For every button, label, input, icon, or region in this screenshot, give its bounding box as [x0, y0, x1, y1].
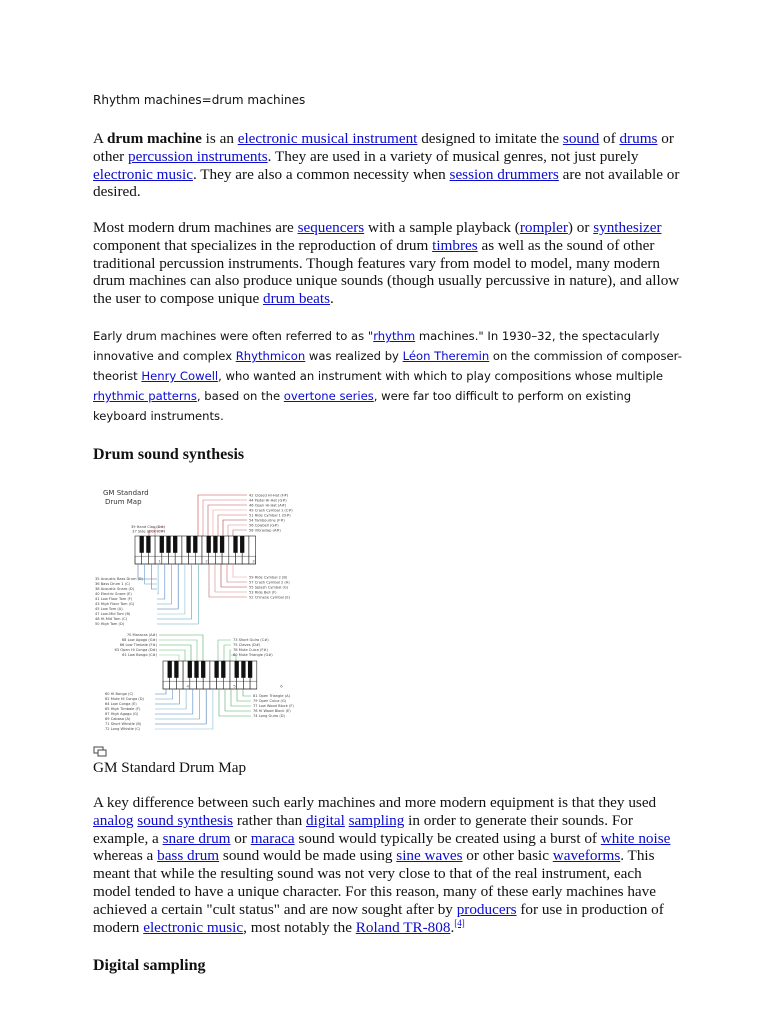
- drum-map-label: 51 Ride Cymbal 1 (D#): [249, 513, 291, 518]
- connector-line: [155, 689, 179, 704]
- difference-paragraph: A key difference between such early machines and more modern equipment is that they used analog sound synthesis rather than digital sampling in order to generate their sounds. For example, a snare drum or maraca sound would typically be created using a burst of white noise whereas a bass drum sound would be made using sine waves or other basic waveforms. This meant that while the resulting sound was not very close to that of the real instrument, each model tended to have a unique character. For this reason, many of these early machines have achieved a certain "cult status" and are now sought after by producers for use in production of modern electronic music, most notably the Roland TR-808.[4]: [93, 794, 671, 936]
- link-sound-synthesis[interactable]: sound synthesis: [137, 811, 234, 829]
- drum-map-label: 48 Hi-Mid Tom (C): [95, 617, 127, 621]
- link-roland-tr-808[interactable]: Roland TR-808: [355, 918, 451, 936]
- link-producers[interactable]: producers: [456, 900, 517, 918]
- modern-paragraph: Most modern drum machines are sequencers with a sample playback (rompler) or synthesizer component that specializes in the reproduction of drum timbres as well as the sound of other traditional percussion instruments. Though features vary from model to model, many modern drum machines can also produce unique sounds (though usually percussive in nature), and allow the user to compose unique drum beats.: [93, 219, 680, 308]
- upper-keyboard-black-key: [166, 536, 170, 553]
- link-rhythmicon[interactable]: Rhythmicon: [235, 349, 306, 363]
- lower-keyboard-black-key: [174, 661, 178, 678]
- lower-keyboard-octave-mark: 4: [186, 683, 189, 689]
- connector-line: [221, 564, 247, 587]
- link-snare-drum[interactable]: snare drum: [162, 829, 231, 847]
- upper-keyboard-octave-mark: 1: [158, 558, 161, 564]
- lower-keyboard-octave-mark: 5: [233, 683, 236, 689]
- connector-line: [155, 689, 193, 714]
- link-sequencers[interactable]: sequencers: [297, 219, 365, 236]
- drum-map-label: 41 Low Floor Tom (F): [95, 597, 133, 601]
- drum-map-label: 42 Closed Hi-Hat (F#): [249, 493, 289, 498]
- lower-keyboard-octave-mark: 6: [280, 683, 283, 689]
- drum-map-label: 74 Long Guiro (D): [253, 714, 285, 718]
- heading-drum-sound-synthesis: Drum sound synthesis: [93, 446, 245, 463]
- lower-keyboard-black-key: [188, 661, 192, 678]
- connector-line: [243, 689, 251, 696]
- lower-keyboard-black-key: [221, 661, 225, 678]
- lower-keyboard-black-key: [168, 661, 172, 678]
- upper-keyboard-black-key: [146, 536, 150, 553]
- drum-map-label: 45 Low Tom (A): [95, 607, 123, 611]
- connector-line: [145, 564, 157, 584]
- page-kicker: Rhythm machines=drum machines: [93, 93, 306, 107]
- link-henry-cowell[interactable]: Henry Cowell: [141, 369, 219, 383]
- drum-map-label: 75 Claves (D#): [233, 643, 261, 647]
- connector-line: [215, 564, 247, 592]
- drum-map-label: 60 Hi Bongo (C): [105, 692, 134, 696]
- connector-line: [230, 650, 231, 661]
- drum-map-label: 77 Low Wood Block (F): [253, 704, 294, 708]
- figure-caption: GM Standard Drum Map: [93, 759, 247, 776]
- link-maraca[interactable]: maraca: [250, 829, 295, 847]
- link-overtone-series[interactable]: overtone series: [283, 389, 374, 403]
- link-sine-waves[interactable]: sine waves: [396, 847, 463, 865]
- drum-map-label: 64 Low Conga (E): [105, 702, 137, 706]
- drum-map-label: 53 Ride Bell (F): [249, 590, 277, 595]
- lower-keyboard-black-key: [235, 661, 239, 678]
- link-rompler[interactable]: rompler: [519, 219, 568, 236]
- link-electronic-music-2[interactable]: electronic music: [143, 918, 244, 936]
- lower-keyboard-black-key: [201, 661, 205, 678]
- figure-title-line2: Drum Map: [105, 498, 142, 506]
- upper-keyboard-black-key: [233, 536, 237, 553]
- figure-title-line1: GM Standard: [103, 489, 149, 497]
- connector-line: [159, 645, 191, 661]
- connector-line: [225, 689, 251, 711]
- lower-keyboard-black-key: [241, 661, 245, 678]
- connector-line: [237, 689, 251, 701]
- drum-map-label: 67 High Agogo (G): [105, 712, 139, 716]
- connector-line: [218, 640, 231, 661]
- drum-map-label: 69 Cabasa (A): [105, 717, 131, 721]
- link-electronic-musical-instrument[interactable]: electronic musical instrument: [237, 130, 418, 147]
- drum-map-label: 47 Low-Mid Tom (B): [95, 612, 131, 616]
- link-drums[interactable]: drums: [619, 130, 658, 147]
- connector-line: [231, 689, 251, 706]
- link-sound[interactable]: sound: [562, 130, 600, 147]
- link-sampling[interactable]: sampling: [348, 811, 405, 829]
- connector-line: [157, 564, 185, 614]
- link-timbres[interactable]: timbres: [432, 236, 478, 254]
- citation-4[interactable]: [4]: [454, 917, 465, 928]
- connector-line: [157, 564, 192, 619]
- intro-paragraph: A drum machine is an electronic musical instrument designed to imitate the sound of drums or other percussion instruments. They are used in a variety of musical genres, not just purely electronic music. They are also a common necessity when session drummers are not available or desired.: [93, 130, 680, 201]
- connector-line: [157, 564, 158, 594]
- link-rhythmic-patterns[interactable]: rhythmic patterns: [93, 389, 197, 403]
- connector-line: [155, 689, 166, 694]
- lower-keyboard-black-key: [194, 661, 198, 678]
- link-electronic-music[interactable]: electronic music: [93, 165, 193, 183]
- upper-keyboard-black-key: [207, 536, 211, 553]
- link-white-noise[interactable]: white noise: [600, 829, 671, 847]
- connector-line: [233, 530, 247, 536]
- connector-line: [151, 564, 157, 589]
- connector-line: [159, 655, 179, 661]
- heading-digital-sampling: Digital sampling: [93, 957, 206, 974]
- drum-map-label: 35 Acoustic Bass Drum (B): [95, 577, 143, 581]
- drum-map-label: 52 Chinese Cymbal (E): [249, 595, 291, 600]
- connector-line: [219, 689, 251, 716]
- drum-map-label: 55 Splash Cymbal (G): [249, 585, 289, 590]
- link-synthesizer[interactable]: synthesizer: [593, 219, 662, 236]
- connector-line: [203, 500, 247, 536]
- drum-map-label: 46 Open Hi-Hat (A#): [249, 503, 287, 508]
- connector-line: [157, 564, 198, 624]
- upper-keyboard-black-key: [213, 536, 217, 553]
- upper-keyboard-black-key: [160, 536, 164, 553]
- link-rhythm[interactable]: rhythm: [373, 329, 416, 343]
- link-percussion-instruments[interactable]: percussion instruments: [128, 147, 268, 165]
- connector-line: [157, 564, 172, 604]
- drum-map-label: 66 Low Timbale (F#): [119, 643, 157, 647]
- drum-map-label: 65 High Timbale (F): [105, 707, 141, 711]
- upper-keyboard-octave-mark: 2: [205, 558, 208, 564]
- connector-line: [223, 520, 247, 536]
- upper-keyboard-octave-mark: 3: [252, 558, 255, 564]
- drum-map-label: 81 Open Triangle (A): [253, 694, 290, 698]
- drum-map-label: 37 Side Stick (C#): [132, 529, 165, 534]
- upper-keyboard-black-key: [173, 536, 177, 553]
- drum-map-label: 63 Open Hi Conga (D#): [114, 648, 157, 652]
- drum-map-label: 70 Maracas (A#): [126, 633, 157, 637]
- drum-map-label: 57 Crash Cymbal 2 (A): [249, 580, 290, 585]
- gm-drum-map-figure[interactable]: [93, 483, 318, 738]
- drum-map-label: 71 Short Whistle (B): [105, 722, 142, 726]
- drum-map-label: 38 Acoustic Snare (D): [95, 587, 135, 591]
- drum-map-label: 58 Vibraslap (A#): [249, 528, 281, 533]
- link-session-drummers[interactable]: session drummers: [449, 165, 559, 183]
- connector-line: [208, 505, 247, 536]
- lower-keyboard-black-key: [214, 661, 218, 678]
- drum-map-label: 72 Long Whistle (C): [105, 727, 141, 731]
- drum-map-label: 54 Tambourine (F#): [249, 518, 285, 523]
- drum-map-label: 59 Ride Cymbal 2 (B): [249, 575, 288, 580]
- term-drum-machine: drum machine: [106, 130, 202, 147]
- upper-keyboard-black-key: [220, 536, 224, 553]
- drum-map-label: 39 Hand Clap (D#): [130, 525, 165, 529]
- drum-map-label: 61 Low Bongo (C#): [122, 653, 157, 657]
- drum-map-label: 40 Electric Snare (E): [95, 592, 132, 596]
- drum-map-label: 73 Short Guiro (C#): [233, 638, 269, 642]
- connector-line: [157, 564, 178, 609]
- drum-map-label: 56 Cowbell (G#): [249, 523, 279, 528]
- drum-map-label: 49 Crash Cymbal 1 (C#): [249, 508, 293, 513]
- connector-line: [218, 515, 247, 536]
- drum-map-label: 68 Low Agogo (G#): [121, 638, 157, 642]
- link-drum-beats[interactable]: drum beats: [262, 290, 331, 308]
- link-analog[interactable]: analog: [93, 811, 134, 829]
- early-machines-paragraph: Early drum machines were often referred to as "rhythm machines." In 1930–32, the spectacularly innovative and complex Rhythmicon was realized by Léon Theremin on the commission of composer-theorist Henry Cowell, who wanted an instrument with which to play compositions whose multiple rhythmic patterns, based on the overtone series, were far too difficult to perform on existing keyboard instruments.: [93, 329, 682, 423]
- connector-line: [159, 635, 203, 661]
- expand-icon[interactable]: [93, 746, 107, 758]
- drum-map-label: 43 High Floor Tom (G): [95, 602, 135, 606]
- link-waveforms[interactable]: waveforms: [552, 847, 621, 865]
- drum-map-label: 76 Hi Wood Block (E): [253, 709, 291, 713]
- drum-map-label: 62 Mute Hi Conga (D): [105, 697, 144, 701]
- drum-map-label: 44 Pedal Hi-Hat (G#): [249, 498, 287, 503]
- link-leon-theremin[interactable]: Léon Theremin: [402, 349, 490, 363]
- drum-map-label: 50 High Tom (D): [95, 622, 125, 626]
- upper-keyboard-black-key: [193, 536, 197, 553]
- upper-keyboard-black-key: [240, 536, 244, 553]
- drum-map-label: 78 Mute Cuica (F#): [233, 648, 268, 652]
- connector-line: [228, 525, 247, 536]
- connector-line: [159, 650, 185, 661]
- upper-keyboard-black-key: [186, 536, 190, 553]
- connector-line: [227, 564, 247, 582]
- drum-map-label: 80 Mute Triangle (G#): [233, 653, 273, 657]
- drum-map-label: 36 Bass Drum 1 (C): [95, 582, 131, 586]
- link-bass-drum[interactable]: bass drum: [157, 847, 220, 865]
- upper-keyboard-black-key: [140, 536, 144, 553]
- link-digital[interactable]: digital: [306, 811, 345, 829]
- drum-map-label: 79 Open Cuica (G): [253, 699, 287, 703]
- connector-line: [233, 564, 247, 577]
- lower-keyboard-black-key: [248, 661, 252, 678]
